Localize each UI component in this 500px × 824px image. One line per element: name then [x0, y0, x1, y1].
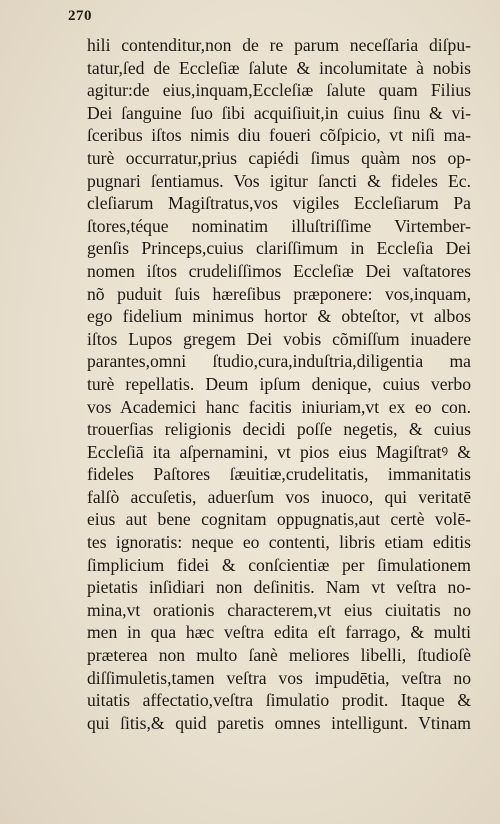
- text-line: cleſiarum Magiſtratus,vos vigiles Eccleſiarum Pa: [87, 193, 471, 214]
- text-line: hili contenditur,non de re parum neceſſaria diſpu-: [87, 35, 471, 55]
- text-line: fideles Paſtores ſæuitiæ,crudelitatis, immanitatis: [87, 464, 471, 485]
- text-line: genſis Princeps,cuius clariſſimum in Eccleſia Dei: [87, 238, 471, 259]
- text-line: qui ſitis,& quid paretis omnes intelligunt. Vtinam: [87, 712, 471, 733]
- text-line: ſtores,téque nominatim illuſtriſſime Virtember-: [87, 215, 471, 236]
- text-line: vos Academici hanc facitis iniuriam,vt ex eo con.: [87, 396, 471, 417]
- text-line: mina,vt orationis characterem,vt eius ciuitatis no: [87, 599, 471, 620]
- text-line: pietatis inſidiari non deſinitis. Nam vt veſtra no-: [87, 577, 471, 598]
- text-line: uitatis affectatio,veſtra ſimulatio prodit. Itaque &: [87, 690, 471, 711]
- page-number: 270: [68, 8, 92, 24]
- text-line: ſceribus iſtos nimis diu foueri cõſpicio, vt niſi ma-: [87, 125, 471, 146]
- text-line: præterea non multo ſanè meliores libelli, ſtudioſè: [87, 645, 471, 666]
- text-line: parantes,omni ſtudio,cura,induſtria,diligentia ma: [87, 351, 471, 372]
- text-line: nomen iſtos crudeliſſimos Eccleſiæ Dei vaſtatores: [87, 260, 471, 281]
- text-line: eius aut bene cognitam oppugnatis,aut certè volē-: [87, 509, 471, 530]
- text-line: men in qua hæc veſtra edita eſt farrago, & multi: [87, 622, 471, 643]
- text-line: turè repellatis. Deum ipſum denique, cuius verbo: [87, 373, 471, 394]
- text-line: nõ puduit ſuis hæreſibus præponere: vos,inquam,: [87, 283, 471, 304]
- text-line: falſò accuſetis, aduerſum vos inuoco, qui veritatē: [87, 486, 471, 507]
- text-line: iſtos Lupos gregem Dei vobis cõmiſſum inuadere: [87, 328, 471, 349]
- text-line: agitur:de eius,inquam,Eccleſiæ ſalute quam Filius: [87, 80, 471, 101]
- text-line: tatur,ſed de Eccleſiæ ſalute & incolumitate à nobis: [87, 57, 471, 78]
- text-line: pugnari ſentiamus. Vos igitur ſancti & fideles Ec.: [87, 170, 471, 191]
- text-line: turè occurratur,prius capiédi ſimus quàm nos op-: [87, 147, 471, 168]
- text-line: Dei ſanguine ſuo ſibi acquiſiuit,in cuius ſinu & vi-: [87, 102, 471, 123]
- text-line: trouerſias religionis decidi poſſe negetis, & cuius: [87, 419, 471, 440]
- text-line: ego fidelium minimus hortor & obteſtor, vt albos: [87, 306, 471, 327]
- body-text: [87, 34, 471, 734]
- text-line: tes ignoratis: neque eo contenti, libris etiam editis: [87, 532, 471, 553]
- text-line: ſimplicium fidei & conſcientiæ per ſimulationem: [87, 554, 471, 575]
- text-line: Eccleſiā ita aſpernamini, vt pios eius Magiſtratꝰ &: [87, 441, 471, 462]
- text-line: diſſimuletis,tamen veſtra vos impudētia, veſtra no: [87, 667, 471, 688]
